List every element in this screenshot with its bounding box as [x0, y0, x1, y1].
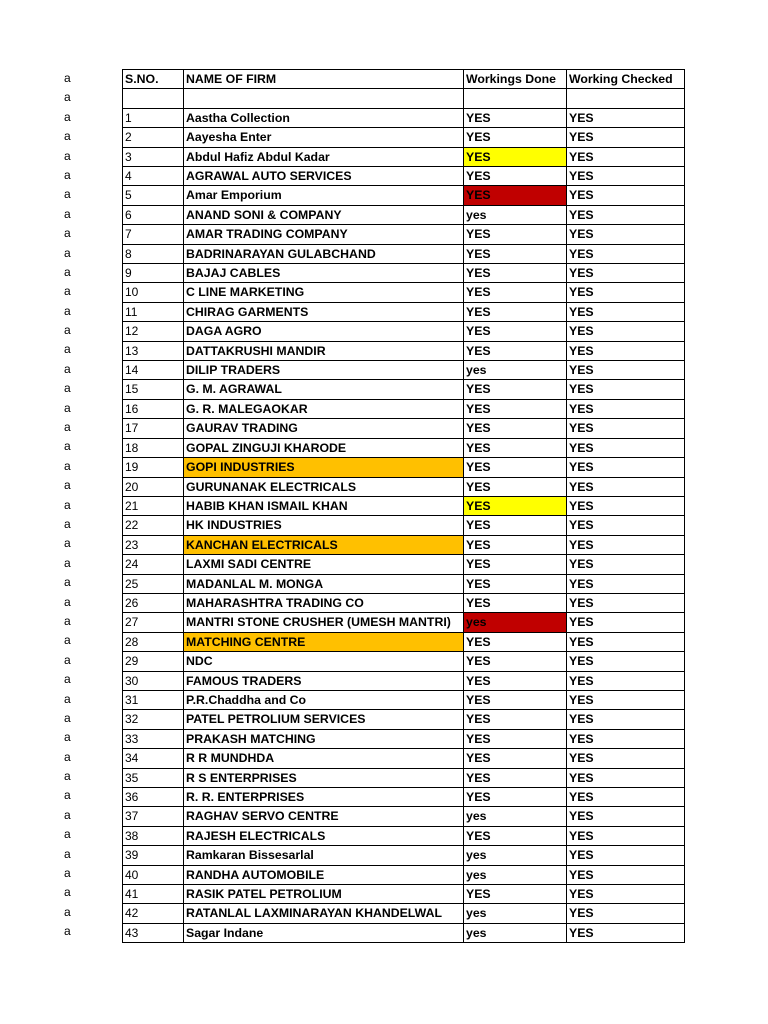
firm-name-cell: DAGA AGRO — [184, 322, 464, 341]
firm-name-cell: DATTAKRUSHI MANDIR — [184, 341, 464, 360]
table-row — [123, 652, 685, 671]
header-workings-done: Workings Done — [464, 70, 567, 89]
table-row — [123, 225, 685, 244]
sno-cell: 40 — [123, 865, 184, 884]
working-checked-cell: YES — [567, 593, 685, 612]
row-marker: a — [64, 167, 71, 182]
firm-name-cell: KANCHAN ELECTRICALS — [184, 535, 464, 554]
workings-done-cell: YES — [464, 885, 567, 904]
firm-name-cell: Aastha Collection — [184, 108, 464, 127]
workings-done-cell: YES — [464, 128, 567, 147]
workings-done-cell: YES — [464, 593, 567, 612]
workings-done-cell: YES — [464, 652, 567, 671]
sno-cell: 41 — [123, 885, 184, 904]
workings-done-cell: yes — [464, 361, 567, 380]
row-marker: a — [64, 245, 71, 260]
row-marker: a — [64, 633, 71, 648]
sno-cell: 21 — [123, 496, 184, 515]
row-marker: a — [64, 303, 71, 318]
table-row — [123, 419, 685, 438]
table-row — [123, 341, 685, 360]
row-marker: a — [64, 730, 71, 745]
workings-done-cell: YES — [464, 477, 567, 496]
row-marker: a — [64, 769, 71, 784]
working-checked-cell: YES — [567, 128, 685, 147]
sno-cell: 43 — [123, 923, 184, 942]
workings-done-cell: YES — [464, 729, 567, 748]
firm-name-cell: Sagar Indane — [184, 923, 464, 942]
working-checked-cell: YES — [567, 904, 685, 923]
table-row — [123, 865, 685, 884]
table-row — [123, 399, 685, 418]
working-checked-cell: YES — [567, 788, 685, 807]
workings-done-cell: YES — [464, 147, 567, 166]
blank-cell — [464, 89, 567, 108]
working-checked-cell: YES — [567, 147, 685, 166]
sno-cell: 3 — [123, 147, 184, 166]
working-checked-cell: YES — [567, 632, 685, 651]
sno-cell: 33 — [123, 729, 184, 748]
table-row — [123, 477, 685, 496]
firm-name-cell: Ramkaran Bissesarlal — [184, 846, 464, 865]
firm-name-cell: BADRINARAYAN GULABCHAND — [184, 244, 464, 263]
table-row — [123, 671, 685, 690]
working-checked-cell: YES — [567, 341, 685, 360]
firm-name-cell: RATANLAL LAXMINARAYAN KHANDELWAL — [184, 904, 464, 923]
workings-done-cell: yes — [464, 205, 567, 224]
sno-cell: 39 — [123, 846, 184, 865]
row-marker: a — [64, 807, 71, 822]
table-row — [123, 205, 685, 224]
table-row — [123, 807, 685, 826]
working-checked-cell: YES — [567, 768, 685, 787]
row-marker: a — [64, 691, 71, 706]
row-marker: a — [64, 323, 71, 338]
working-checked-cell: YES — [567, 885, 685, 904]
row-marker: a — [64, 439, 71, 454]
working-checked-cell: YES — [567, 496, 685, 515]
workings-done-cell: YES — [464, 244, 567, 263]
sno-cell: 29 — [123, 652, 184, 671]
workings-done-cell: yes — [464, 904, 567, 923]
firm-name-cell: PRAKASH MATCHING — [184, 729, 464, 748]
table-row — [123, 593, 685, 612]
table-row — [123, 361, 685, 380]
row-marker: a — [64, 846, 71, 861]
firm-name-cell: GOPAL ZINGUJI KHARODE — [184, 438, 464, 457]
blank-cell — [123, 89, 184, 108]
row-marker: a — [64, 924, 71, 939]
workings-done-cell: YES — [464, 710, 567, 729]
row-marker: a — [64, 536, 71, 551]
row-marker: a — [64, 458, 71, 473]
sno-cell: 35 — [123, 768, 184, 787]
firm-name-cell: RAGHAV SERVO CENTRE — [184, 807, 464, 826]
table-row — [123, 710, 685, 729]
row-marker: a — [64, 516, 71, 531]
table-row — [123, 613, 685, 632]
row-marker: a — [64, 885, 71, 900]
working-checked-cell: YES — [567, 613, 685, 632]
firm-name-cell: GOPI INDUSTRIES — [184, 458, 464, 477]
sno-cell: 2 — [123, 128, 184, 147]
working-checked-cell: YES — [567, 361, 685, 380]
workings-done-cell: YES — [464, 225, 567, 244]
working-checked-cell: YES — [567, 865, 685, 884]
sno-cell: 12 — [123, 322, 184, 341]
firm-name-cell: G. M. AGRAWAL — [184, 380, 464, 399]
working-checked-cell: YES — [567, 826, 685, 845]
table-row — [123, 322, 685, 341]
sno-cell: 24 — [123, 555, 184, 574]
table-row — [123, 690, 685, 709]
firm-name-cell: CHIRAG GARMENTS — [184, 302, 464, 321]
row-marker: a — [64, 226, 71, 241]
sno-cell: 22 — [123, 516, 184, 535]
workings-done-cell: YES — [464, 496, 567, 515]
sno-cell: 26 — [123, 593, 184, 612]
table-row — [123, 147, 685, 166]
workings-done-cell: yes — [464, 865, 567, 884]
sno-cell: 9 — [123, 264, 184, 283]
sno-cell: 31 — [123, 690, 184, 709]
table-row — [123, 923, 685, 942]
sno-cell: 23 — [123, 535, 184, 554]
sno-cell: 18 — [123, 438, 184, 457]
sno-cell: 19 — [123, 458, 184, 477]
working-checked-cell: YES — [567, 516, 685, 535]
table-row — [123, 729, 685, 748]
firm-name-cell: P.R.Chaddha and Co — [184, 690, 464, 709]
sno-cell: 25 — [123, 574, 184, 593]
sno-cell: 8 — [123, 244, 184, 263]
working-checked-cell: YES — [567, 108, 685, 127]
working-checked-cell: YES — [567, 302, 685, 321]
firm-name-cell: G. R. MALEGAOKAR — [184, 399, 464, 418]
row-marker: a — [64, 361, 71, 376]
sno-cell: 36 — [123, 788, 184, 807]
firm-name-cell: DILIP TRADERS — [184, 361, 464, 380]
workings-done-cell: YES — [464, 749, 567, 768]
table-row — [123, 632, 685, 651]
sno-cell: 14 — [123, 361, 184, 380]
table-row — [123, 167, 685, 186]
workings-done-cell: YES — [464, 632, 567, 651]
sno-cell: 32 — [123, 710, 184, 729]
firm-name-cell: GURUNANAK ELECTRICALS — [184, 477, 464, 496]
row-marker: a — [64, 749, 71, 764]
row-marker: a — [64, 866, 71, 881]
sno-cell: 34 — [123, 749, 184, 768]
firm-table — [122, 69, 685, 943]
row-marker: a — [64, 575, 71, 590]
row-marker: a — [64, 672, 71, 687]
workings-done-cell: YES — [464, 264, 567, 283]
sno-cell: 20 — [123, 477, 184, 496]
sno-cell: 27 — [123, 613, 184, 632]
working-checked-cell: YES — [567, 283, 685, 302]
sno-cell: 1 — [123, 108, 184, 127]
working-checked-cell: YES — [567, 477, 685, 496]
working-checked-cell: YES — [567, 710, 685, 729]
sno-cell: 4 — [123, 167, 184, 186]
firm-name-cell: RASIK PATEL PETROLIUM — [184, 885, 464, 904]
working-checked-cell: YES — [567, 244, 685, 263]
blank-cell — [567, 89, 685, 108]
row-marker: a — [64, 90, 71, 105]
working-checked-cell: YES — [567, 322, 685, 341]
workings-done-cell: YES — [464, 419, 567, 438]
firm-name-cell: HABIB KHAN ISMAIL KHAN — [184, 496, 464, 515]
working-checked-cell: YES — [567, 535, 685, 554]
row-marker: a — [64, 129, 71, 144]
working-checked-cell: YES — [567, 458, 685, 477]
firm-name-cell: R. R. ENTERPRISES — [184, 788, 464, 807]
workings-done-cell: YES — [464, 322, 567, 341]
workings-done-cell: YES — [464, 438, 567, 457]
workings-done-cell: YES — [464, 186, 567, 205]
table-row — [123, 885, 685, 904]
sno-cell: 13 — [123, 341, 184, 360]
sno-cell: 42 — [123, 904, 184, 923]
workings-done-cell: YES — [464, 535, 567, 554]
table-row — [123, 438, 685, 457]
table-row — [123, 574, 685, 593]
working-checked-cell: YES — [567, 380, 685, 399]
row-marker: a — [64, 788, 71, 803]
sno-cell: 7 — [123, 225, 184, 244]
firm-name-cell: Abdul Hafiz Abdul Kadar — [184, 147, 464, 166]
table-row — [123, 264, 685, 283]
workings-done-cell: YES — [464, 555, 567, 574]
firm-table-body — [123, 70, 685, 943]
workings-done-cell: YES — [464, 458, 567, 477]
table-row — [123, 904, 685, 923]
row-marker: a — [64, 284, 71, 299]
working-checked-cell: YES — [567, 438, 685, 457]
table-row — [123, 826, 685, 845]
table-row — [123, 516, 685, 535]
table-row — [123, 458, 685, 477]
working-checked-cell: YES — [567, 652, 685, 671]
table-row — [123, 555, 685, 574]
working-checked-cell: YES — [567, 419, 685, 438]
working-checked-cell: YES — [567, 205, 685, 224]
table-row — [123, 380, 685, 399]
workings-done-cell: YES — [464, 341, 567, 360]
sno-cell: 10 — [123, 283, 184, 302]
row-marker: a — [64, 594, 71, 609]
sno-cell: 38 — [123, 826, 184, 845]
firm-name-cell: HK INDUSTRIES — [184, 516, 464, 535]
header-sno: S.NO. — [123, 70, 184, 89]
table-row — [123, 535, 685, 554]
row-marker: a — [64, 652, 71, 667]
sno-cell: 16 — [123, 399, 184, 418]
firm-name-cell: ANAND SONI & COMPANY — [184, 205, 464, 224]
row-marker-column — [64, 69, 76, 942]
firm-name-cell: MANTRI STONE CRUSHER (UMESH MANTRI) — [184, 613, 464, 632]
row-marker: a — [64, 904, 71, 919]
workings-done-cell: YES — [464, 399, 567, 418]
row-marker: a — [64, 342, 71, 357]
firm-name-cell: Aayesha Enter — [184, 128, 464, 147]
workings-done-cell: YES — [464, 167, 567, 186]
working-checked-cell: YES — [567, 167, 685, 186]
firm-name-cell: GAURAV TRADING — [184, 419, 464, 438]
working-checked-cell: YES — [567, 729, 685, 748]
workings-done-cell: YES — [464, 671, 567, 690]
firm-name-cell: FAMOUS TRADERS — [184, 671, 464, 690]
workings-done-cell: YES — [464, 283, 567, 302]
row-marker: a — [64, 71, 71, 85]
table-row — [123, 108, 685, 127]
workings-done-cell: YES — [464, 690, 567, 709]
table-row — [123, 128, 685, 147]
working-checked-cell: YES — [567, 671, 685, 690]
header-row — [123, 70, 685, 89]
working-checked-cell: YES — [567, 574, 685, 593]
workings-done-cell: YES — [464, 768, 567, 787]
working-checked-cell: YES — [567, 186, 685, 205]
row-marker: a — [64, 187, 71, 202]
working-checked-cell: YES — [567, 807, 685, 826]
row-marker: a — [64, 478, 71, 493]
working-checked-cell: YES — [567, 923, 685, 942]
firm-name-cell: PATEL PETROLIUM SERVICES — [184, 710, 464, 729]
table-row — [123, 283, 685, 302]
firm-name-cell: MATCHING CENTRE — [184, 632, 464, 651]
table-row — [123, 768, 685, 787]
workings-done-cell: YES — [464, 516, 567, 535]
table-row — [123, 244, 685, 263]
firm-name-cell: AGRAWAL AUTO SERVICES — [184, 167, 464, 186]
sno-cell: 28 — [123, 632, 184, 651]
row-marker: a — [64, 710, 71, 725]
row-marker: a — [64, 827, 71, 842]
workings-done-cell: yes — [464, 613, 567, 632]
row-marker: a — [64, 555, 71, 570]
firm-name-cell: RAJESH ELECTRICALS — [184, 826, 464, 845]
header-firm: NAME OF FIRM — [184, 70, 464, 89]
firm-name-cell: R S ENTERPRISES — [184, 768, 464, 787]
row-marker: a — [64, 264, 71, 279]
header-working-checked: Working Checked — [567, 70, 685, 89]
table-row — [123, 788, 685, 807]
workings-done-cell: YES — [464, 788, 567, 807]
table-row — [123, 302, 685, 321]
blank-cell — [184, 89, 464, 108]
working-checked-cell: YES — [567, 555, 685, 574]
working-checked-cell: YES — [567, 264, 685, 283]
firm-name-cell: LAXMI SADI CENTRE — [184, 555, 464, 574]
sno-cell: 37 — [123, 807, 184, 826]
table-row — [123, 749, 685, 768]
table-row — [123, 846, 685, 865]
row-marker: a — [64, 381, 71, 396]
firm-name-cell: NDC — [184, 652, 464, 671]
sno-cell: 11 — [123, 302, 184, 321]
firm-name-cell: R R MUNDHDA — [184, 749, 464, 768]
sno-cell: 30 — [123, 671, 184, 690]
firm-name-cell: MAHARASHTRA TRADING CO — [184, 593, 464, 612]
workings-done-cell: YES — [464, 380, 567, 399]
workings-done-cell: YES — [464, 302, 567, 321]
working-checked-cell: YES — [567, 225, 685, 244]
working-checked-cell: YES — [567, 690, 685, 709]
table-row — [123, 186, 685, 205]
working-checked-cell: YES — [567, 846, 685, 865]
firm-name-cell: AMAR TRADING COMPANY — [184, 225, 464, 244]
workings-done-cell: YES — [464, 826, 567, 845]
table-row — [123, 496, 685, 515]
firm-name-cell: Amar Emporium — [184, 186, 464, 205]
workings-done-cell: YES — [464, 108, 567, 127]
firm-name-cell: MADANLAL M. MONGA — [184, 574, 464, 593]
sno-cell: 17 — [123, 419, 184, 438]
sno-cell: 6 — [123, 205, 184, 224]
sno-cell: 15 — [123, 380, 184, 399]
workings-done-cell: yes — [464, 807, 567, 826]
row-marker: a — [64, 420, 71, 435]
row-marker: a — [64, 109, 71, 124]
workings-done-cell: yes — [464, 923, 567, 942]
blank-row — [123, 89, 685, 108]
row-marker: a — [64, 400, 71, 415]
row-marker: a — [64, 148, 71, 163]
workings-done-cell: YES — [464, 574, 567, 593]
firm-name-cell: BAJAJ CABLES — [184, 264, 464, 283]
sno-cell: 5 — [123, 186, 184, 205]
working-checked-cell: YES — [567, 399, 685, 418]
working-checked-cell: YES — [567, 749, 685, 768]
row-marker: a — [64, 206, 71, 221]
firm-name-cell: RANDHA AUTOMOBILE — [184, 865, 464, 884]
workings-done-cell: yes — [464, 846, 567, 865]
row-marker: a — [64, 497, 71, 512]
firm-name-cell: C LINE MARKETING — [184, 283, 464, 302]
row-marker: a — [64, 613, 71, 628]
